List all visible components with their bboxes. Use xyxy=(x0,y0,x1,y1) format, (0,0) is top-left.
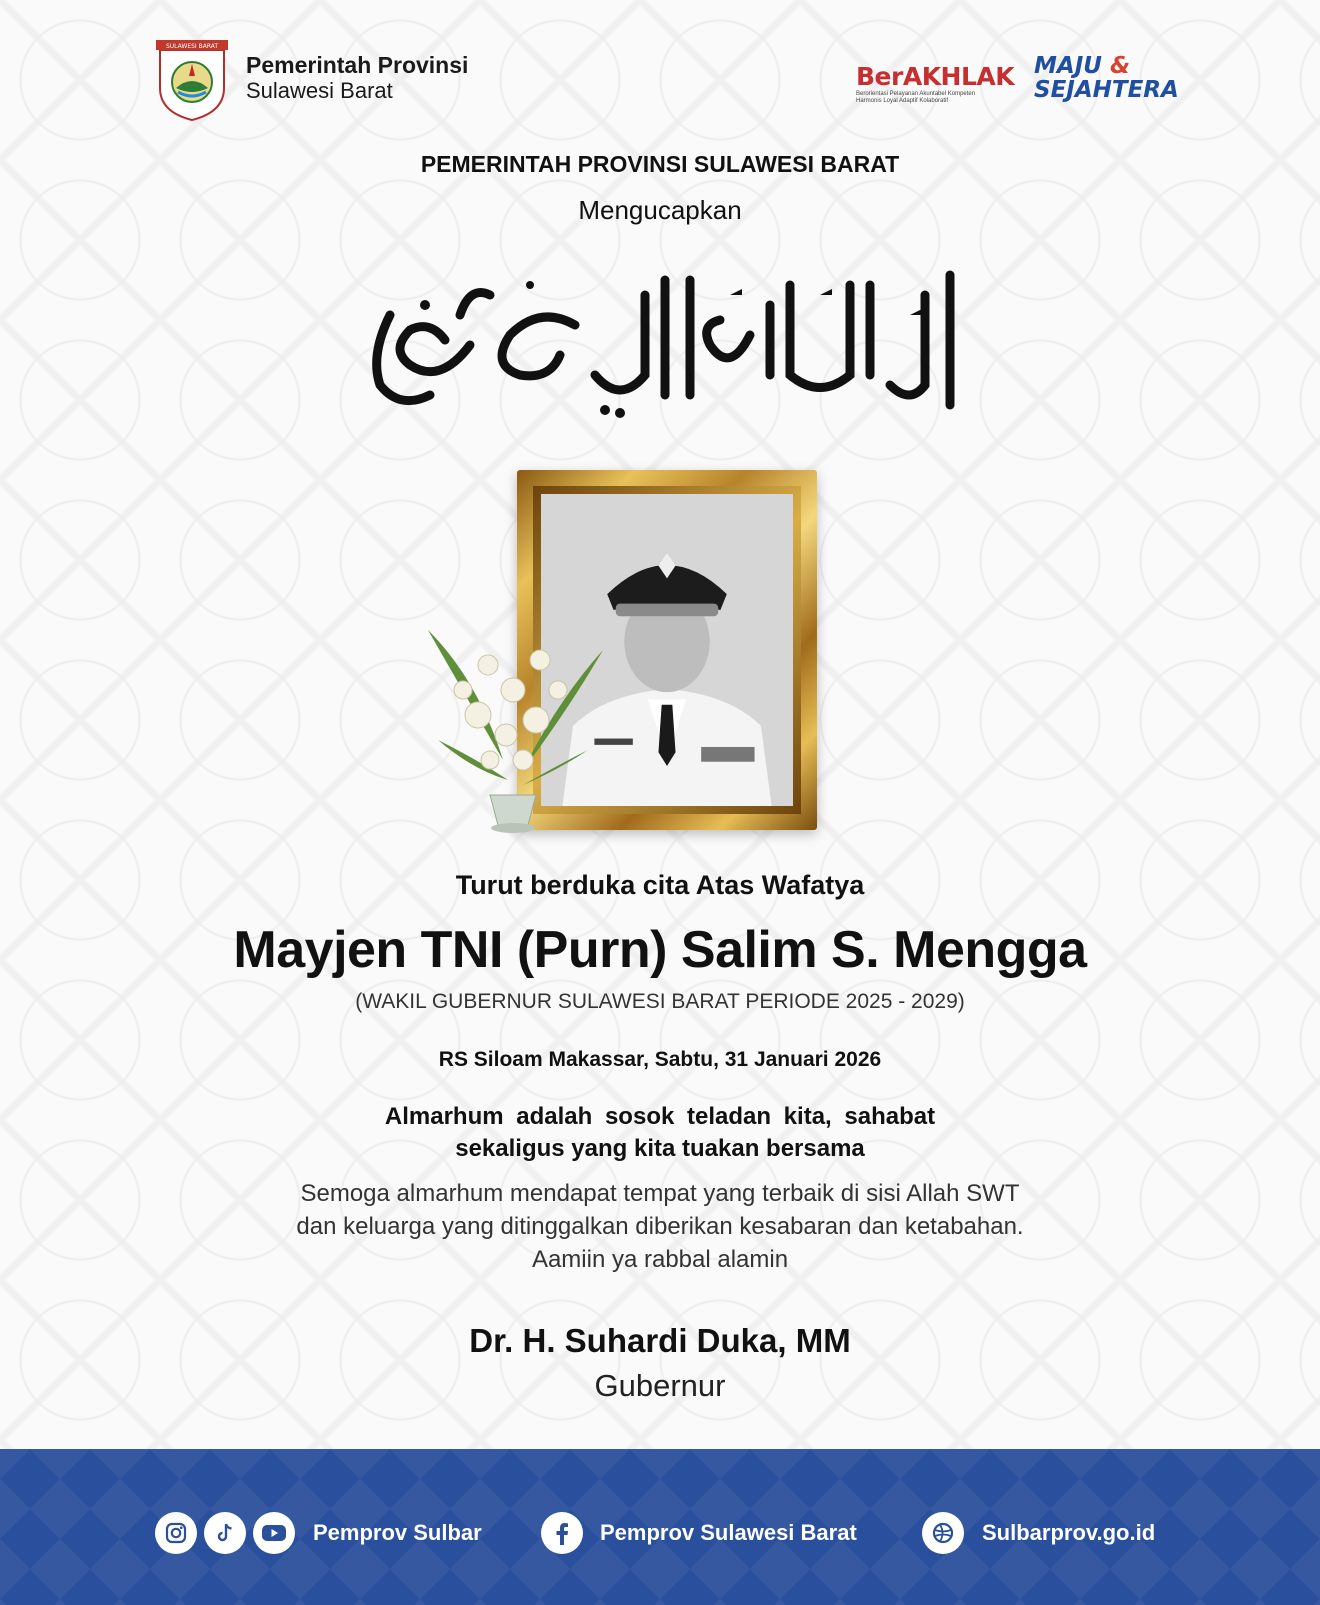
slogan-word-1: MAJU xyxy=(1034,53,1102,79)
deceased-name: Mayjen TNI (Purn) Salim S. Mengga xyxy=(233,921,1087,979)
flower-arrangement xyxy=(418,620,608,835)
youtube-icon[interactable] xyxy=(253,1512,295,1554)
facebook-icon[interactable] xyxy=(541,1512,583,1554)
berakhlak-logo xyxy=(856,62,1016,110)
intro-text: Mengucapkan xyxy=(578,195,742,225)
facebook-page-link[interactable]: Pemprov Sulawesi Barat xyxy=(600,1520,857,1545)
social-handle-link[interactable]: Pemprov Sulbar xyxy=(313,1520,482,1545)
slogan-word-2: SEJAHTERA xyxy=(1034,77,1179,103)
org-subtitle: Sulawesi Barat xyxy=(246,78,393,103)
prayer-line-2: dan keluarga yang ditinggalkan diberikan kesabaran dan ketabahan. xyxy=(296,1213,1024,1240)
berakhlak-logo-text: BerAKHLAK xyxy=(856,62,1015,91)
inna-lillahi-calligraphy-icon xyxy=(350,265,970,425)
province-emblem-logo xyxy=(152,36,232,122)
slogan-logo xyxy=(1034,53,1179,103)
slogan-ampersand: & xyxy=(1109,53,1130,79)
berakhlak-tagline-1: Berorientasi Pelayanan Akuntabel Kompeten xyxy=(856,91,976,97)
instagram-icon[interactable] xyxy=(155,1512,197,1554)
place-date: RS Siloam Makassar, Sabtu, 31 Januari 2026 xyxy=(438,1048,882,1071)
berakhlak-tagline-2: Harmonis Loyal Adaptif Kolaboratif xyxy=(856,98,949,104)
condolence-heading: Turut berduka cita Atas Wafatya xyxy=(455,870,865,900)
prayer-line-1: Semoga almarhum mendapat tempat yang terbaik di sisi Allah SWT xyxy=(300,1180,1020,1207)
prayer-line-3: Aamiin ya rabbal alamin xyxy=(531,1246,789,1273)
tiktok-icon[interactable] xyxy=(204,1512,246,1554)
headline: PEMERINTAH PROVINSI SULAWESI BARAT xyxy=(420,151,900,177)
logo-banner-text: SULAWESI BARAT xyxy=(165,43,219,50)
org-title: Pemerintah Provinsi xyxy=(246,52,469,78)
signer-title: Gubernur xyxy=(594,1368,726,1403)
deceased-position: (WAKIL GUBERNUR SULAWESI BARAT PERIODE 2025 - 2029) xyxy=(355,990,965,1013)
tribute-line-1: Almarhum adalah sosok teladan kita, sahabat xyxy=(384,1103,936,1130)
website-link[interactable]: Sulbarprov.go.id xyxy=(982,1520,1156,1545)
globe-icon[interactable] xyxy=(922,1512,964,1554)
signer-name: Dr. H. Suhardi Duka, MM xyxy=(469,1322,851,1359)
tribute-line-2: sekaligus yang kita tuakan bersama xyxy=(455,1135,865,1162)
